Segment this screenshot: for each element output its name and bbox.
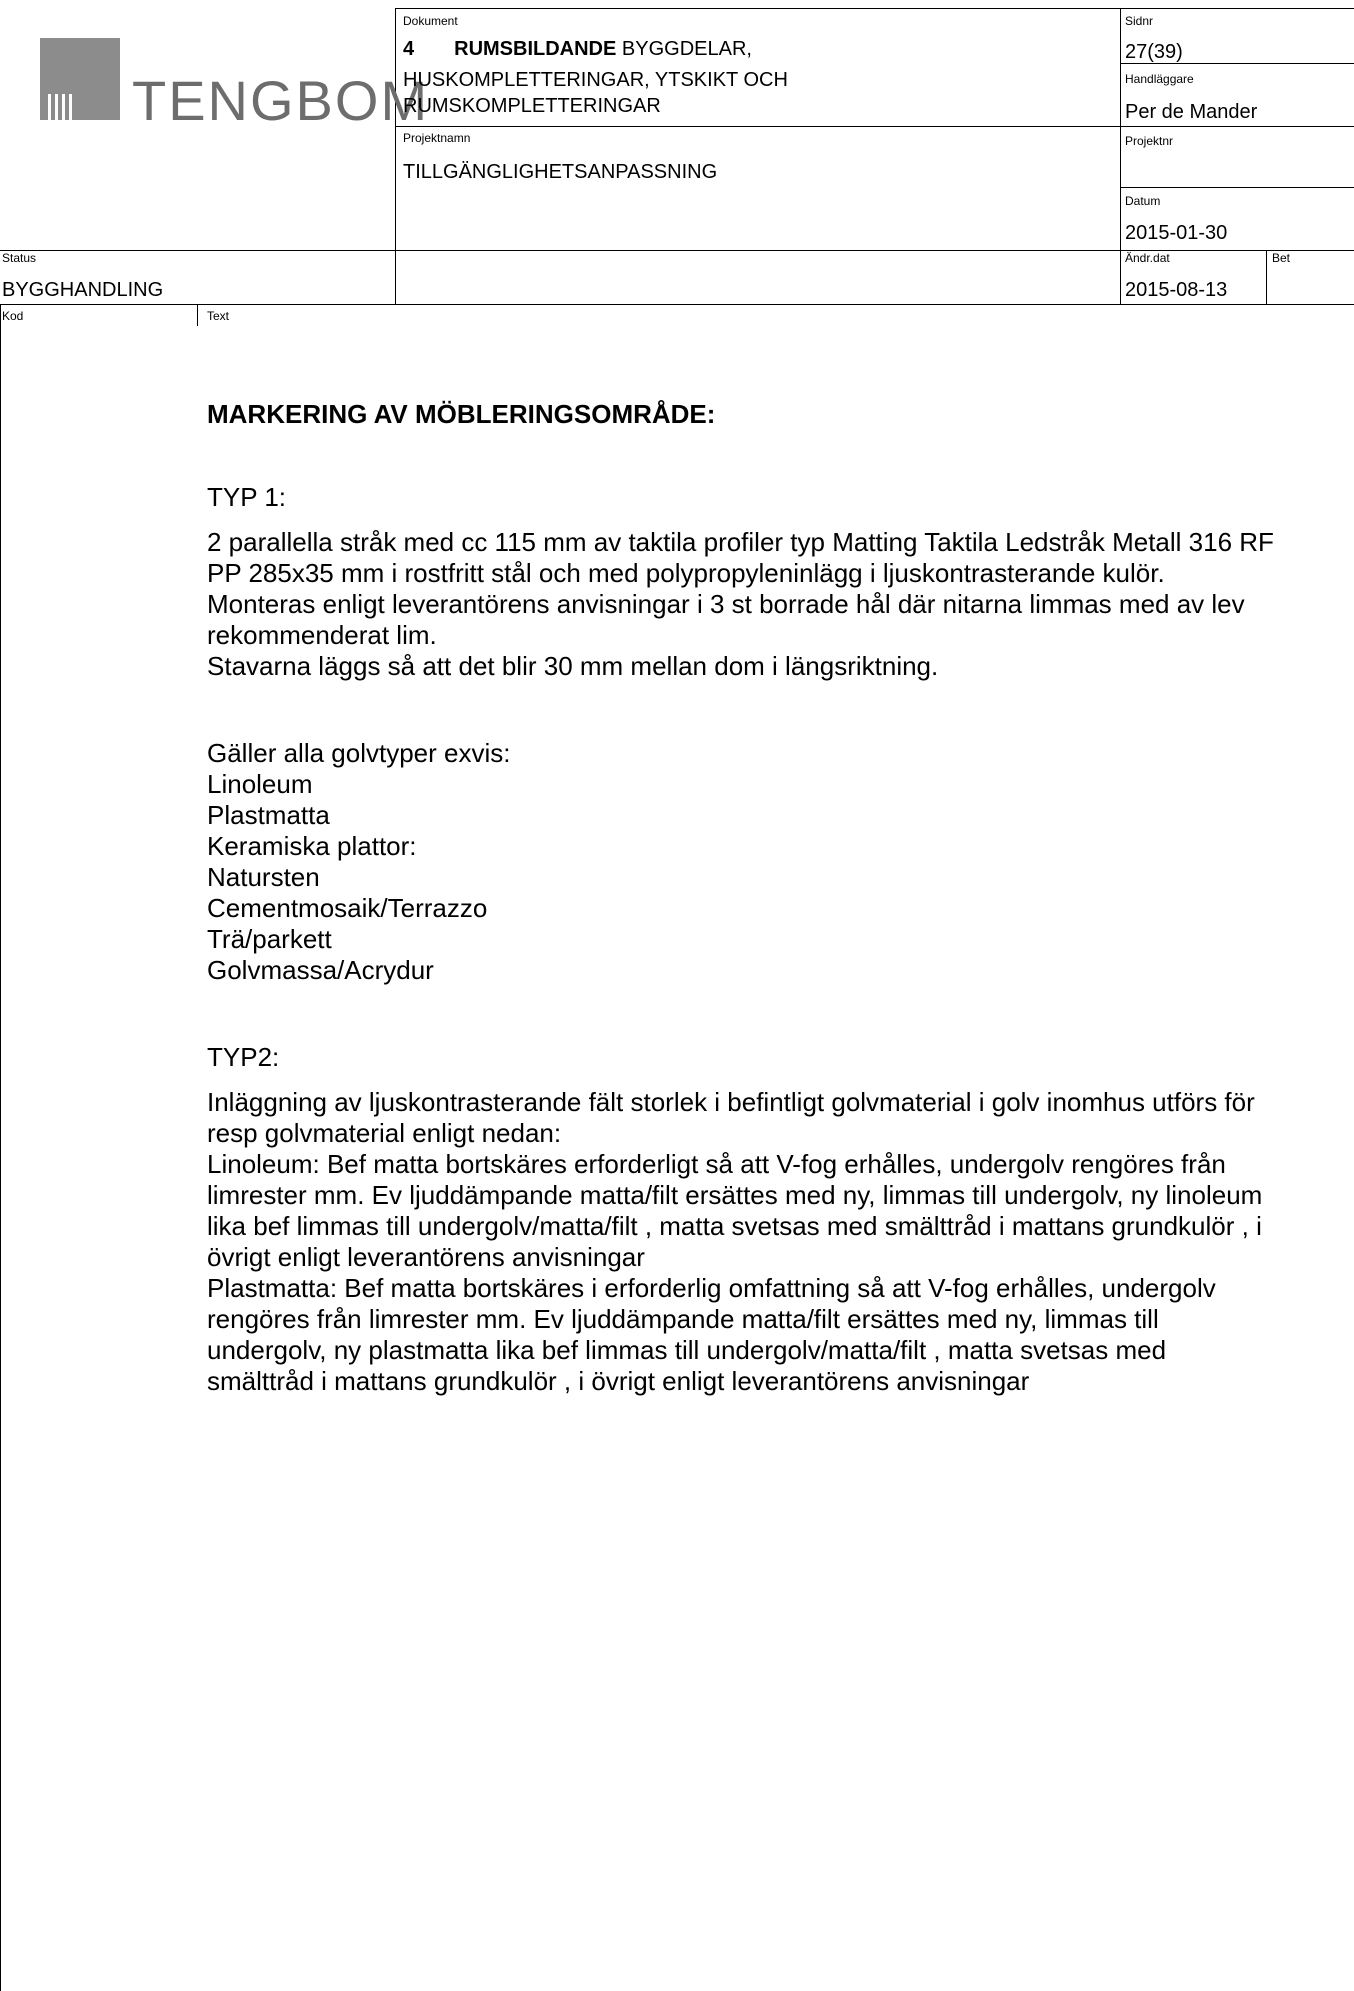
header-rule-dokument: [395, 126, 1354, 127]
status-value: BYGGHANDLING: [2, 279, 164, 301]
status-label: Status: [2, 251, 37, 265]
projektnamn-value: TILLGÄNGLIGHETSANPASSNING: [403, 161, 718, 183]
datum-label: Datum: [1125, 194, 1161, 208]
dokument-line-3: RUMSKOMPLETTERINGAR: [403, 95, 661, 117]
kod-text-divider: [197, 304, 198, 326]
floor-type-item: Keramiska plattor:: [207, 831, 417, 861]
floor-type-item: Linoleum: [207, 769, 313, 799]
tengbom-logo: [30, 36, 430, 132]
header-divider-3: [1266, 250, 1267, 304]
sidnr-value: 27(39): [1125, 41, 1183, 63]
dokument-title: [403, 39, 752, 60]
typ2-plastmatta-spec: Plastmatta: Bef matta bortskäres i erforderlig omfattning så att V-fog erhålles, undergolv rengöres från limrester mm. Ev ljuddämpande matta/filt ersättes med ny, limmas till undergolv, ny plastmatta lika bef limmas till undergolv/matta/filt , matta svetsas med smälttråd i mattans grundkulör , i övrigt enligt leverantörens anvisningar: [207, 1273, 1216, 1396]
document-body: [207, 399, 1277, 1397]
dokument-title-rest: BYGGDELAR,: [621, 38, 752, 60]
page-left-border: [0, 304, 1, 1991]
handlaggare-value: Per de Mander: [1125, 101, 1258, 123]
andrdat-label: Ändr.dat: [1125, 251, 1170, 265]
floor-type-item: Cementmosaik/Terrazzo: [207, 893, 488, 923]
andrdat-value: 2015-08-13: [1125, 279, 1228, 301]
datum-value: 2015-01-30: [1125, 222, 1228, 244]
header-top-border: [395, 8, 1354, 9]
kod-column-label: Kod: [2, 309, 24, 323]
floor-type-item: Plastmatta: [207, 800, 330, 830]
typ1-heading: TYP 1:: [207, 482, 287, 512]
dokument-line-2: HUSKOMPLETTERINGAR, YTSKIKT OCH: [403, 69, 788, 91]
logo-wordmark: TENGBOM: [132, 69, 430, 132]
floor-types-intro: Gäller alla golvtyper exvis:: [207, 738, 511, 768]
typ1-description: 2 parallella stråk med cc 115 mm av taktila profiler typ Matting Taktila Ledstråk Metall 316 RF PP 285x35 mm i rostfritt stål och med polypropyleninlägg i ljuskontrasterande kulör. Monteras enligt leverantörens anvisningar i 3 st borrade hål där nitarna limmas med av lev rekommenderat lim.: [207, 527, 1274, 650]
header-rule-projektnr: [1120, 187, 1354, 188]
floor-type-item: Golvmassa/Acrydur: [207, 955, 434, 985]
projektnr-label: Projektnr: [1125, 134, 1174, 148]
header-divider-1: [395, 8, 396, 304]
typ1-spacing-note: Stavarna läggs så att det blir 30 mm mellan dom i längsriktning.: [207, 651, 939, 681]
section-heading: MARKERING AV MÖBLERINGSOMRÅDE:: [207, 399, 716, 429]
typ2-intro: Inläggning av ljuskontrasterande fält storlek i befintligt golvmaterial i golv inomhus utförs för resp golvmaterial enligt nedan:: [207, 1087, 1255, 1148]
header-bottom-border: [0, 304, 1354, 305]
bet-label: Bet: [1272, 251, 1291, 265]
text-column-label: Text: [207, 309, 230, 323]
sidnr-label: Sidnr: [1125, 14, 1154, 28]
dokument-title-bold: RUMSBILDANDE: [454, 38, 617, 60]
handlaggare-label: Handläggare: [1125, 72, 1194, 86]
dokument-label: Dokument: [403, 14, 458, 28]
projektnamn-label: Projektnamn: [403, 131, 471, 145]
logo-mark-icon: [40, 38, 120, 120]
header-divider-2: [1120, 8, 1121, 304]
floor-type-item: Natursten: [207, 862, 320, 892]
typ2-linoleum-spec: Linoleum: Bef matta bortskäres erforderligt så att V-fog erhålles, undergolv rengöres från limrester mm. Ev ljuddämpande matta/filt ersättes med ny, limmas till undergolv, ny linoleum lika bef limmas till undergolv/matta/filt , matta svetsas med smälttråd i mattans grundkulör , i övrigt enligt leverantörens anvisningar: [207, 1149, 1263, 1272]
dokument-number: 4: [403, 38, 415, 60]
typ2-heading: TYP2:: [207, 1042, 280, 1072]
header-rule-sidnr: [1120, 63, 1354, 64]
floor-type-item: Trä/parkett: [207, 924, 332, 954]
